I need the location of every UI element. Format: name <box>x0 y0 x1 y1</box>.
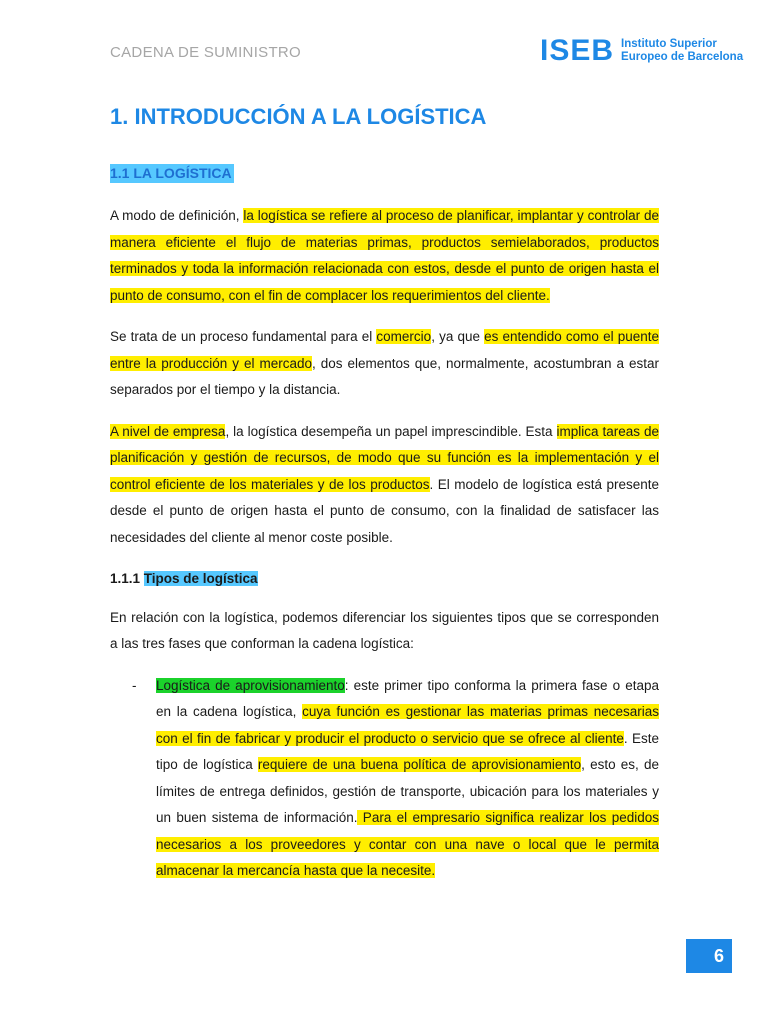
paragraph-company-level <box>110 419 659 552</box>
paragraph-commerce <box>110 324 659 404</box>
paragraph-definition <box>110 203 659 309</box>
logo-line-1: Instituto Superior <box>621 38 717 50</box>
subsection-number: 1.1.1 <box>110 571 144 586</box>
text-run: : este primer tipo conforma la primera fase o etapa en la cadena logística, <box>156 677 659 719</box>
highlighted-text: comercio <box>376 329 432 344</box>
text-run: A modo de definición, <box>110 208 244 223</box>
highlighted-text: cuya función es gestionar las materias primas necesarias con el fin de fabricar y producir el producto o servicio que se ofrece al cliente <box>156 704 659 746</box>
text-run: Se trata de un proceso fundamental para el <box>110 329 377 344</box>
text-run: , dos elementos que, normalmente, acostumbran a estar separados por el tiempo y la distancia. <box>110 355 659 397</box>
section-heading: 1.1 LA LOGÍSTICA <box>110 165 232 181</box>
list-item <box>110 673 659 885</box>
paragraph-types-intro: En relación con la logística, podemos diferenciar los siguientes tipos que se corresponden a las tres fases que conforman la cadena logística: <box>110 609 659 651</box>
highlighted-text: es entendido como el puente entre la producción y el mercado <box>110 329 659 371</box>
list-term: Logística de aprovisionamiento <box>156 677 345 693</box>
logo-subtitle <box>621 38 743 64</box>
text-run: . El modelo de logística está presente desde el punto de origen hasta el punto de consumo, con la finalidad de satisfacer las necesidades del cliente al menor coste posible. <box>110 476 659 545</box>
chapter-title: 1. INTRODUCCIÓN A LA LOGÍSTICA <box>110 104 487 129</box>
page-number: 6 <box>686 939 732 973</box>
subsection-heading <box>110 566 659 593</box>
highlighted-text: A nivel de empresa <box>110 423 226 439</box>
highlighted-text: la logística se refiere al proceso de planificar, implantar y controlar de manera eficiente el flujo de materias primas, productos semielaborados, productos terminados y toda la información relacionada con estos, desde el punto de origen hasta el punto de consumo, con el fin de complacer los requerimientos del cliente. <box>110 208 659 303</box>
document-header-label: CADENA DE SUMINISTRO <box>110 44 302 61</box>
logo-mark: ISEB <box>540 34 615 67</box>
document-body <box>110 203 659 885</box>
list-bullet: - <box>132 677 137 693</box>
highlighted-text: implica tareas de planificación y gestión de recursos, de modo que su función es la implementación y el control eficiente de los materiales y de los productos <box>110 423 659 492</box>
iseb-logo <box>540 34 743 68</box>
highlighted-text: Para el empresario significa realizar los pedidos necesarios a los proveedores y contar con una nave o local que le permita almacenar la mercancía hasta que la necesite. <box>156 810 659 878</box>
text-run: , esto es, de límites de entrega definidos, gestión de transporte, ubicación para los materiales y un buen sistema de información. <box>156 757 660 825</box>
highlighted-text: requiere de una buena política de aprovisionamiento <box>257 757 582 772</box>
text-run: , ya que <box>431 329 485 344</box>
text-run: . Este tipo de logística <box>156 730 659 772</box>
text-run: , la logística desempeña un papel imprescindible. Esta <box>225 423 557 439</box>
logo-line-2: Europeo de Barcelona <box>621 51 744 63</box>
subsection-label: Tipos de logística <box>143 571 258 586</box>
